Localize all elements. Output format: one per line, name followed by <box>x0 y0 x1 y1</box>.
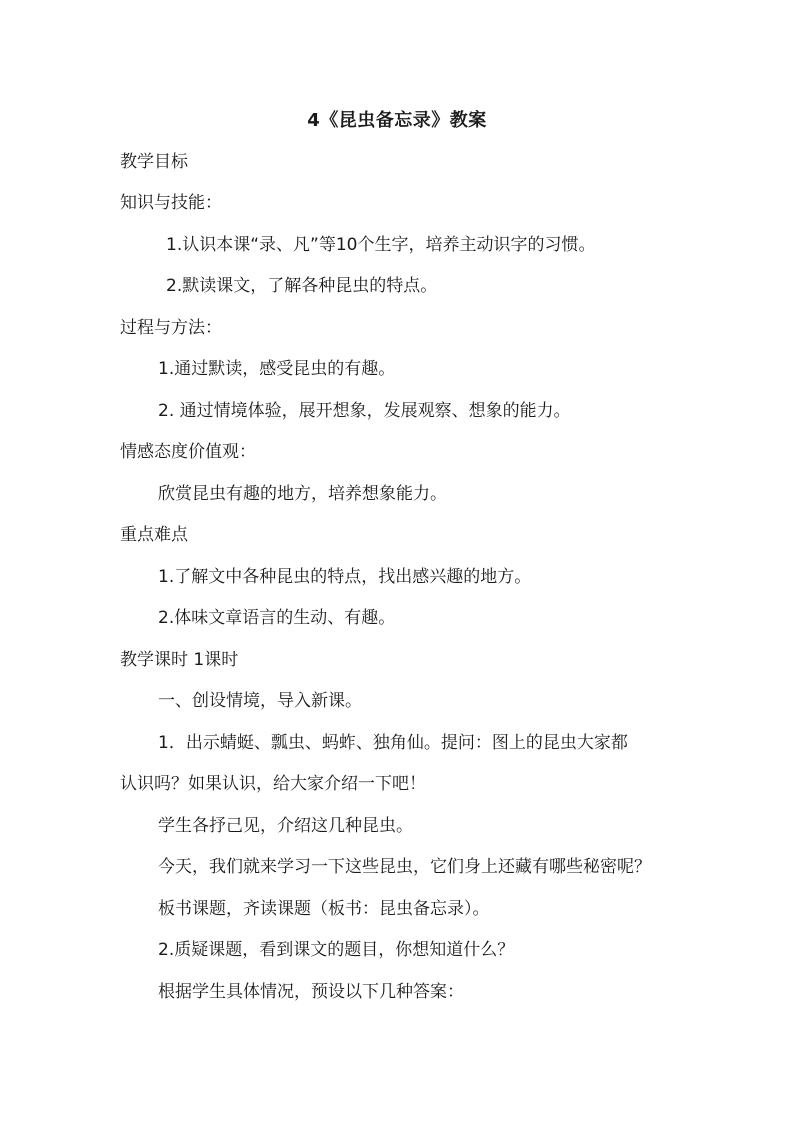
document-title: 4《昆虫备忘录》教案 <box>307 110 487 131</box>
heading-teaching-goals: 教学目标 <box>120 152 188 172</box>
heading-key-points: 重点难点 <box>120 525 188 545</box>
key-point-2: 2.体味文章语言的生动、有趣。 <box>158 608 396 628</box>
subheading-process-methods: 过程与方法： <box>120 318 222 338</box>
step-1-line-1: 1．出示蜻蜓、瓢虫、蚂蚱、独角仙。提问：图上的昆虫大家都 <box>158 733 628 753</box>
step-1-line-2: 认识吗？如果认识，给大家介绍一下吧！ <box>120 774 426 794</box>
subheading-knowledge-skills: 知识与技能： <box>120 193 222 213</box>
step-2-question: 2.质疑课题，看到课文的题目，你想知道什么？ <box>158 940 515 960</box>
attitude-item: 欣赏昆虫有趣的地方，培养想象能力。 <box>158 484 447 504</box>
today-intro: 今天，我们就来学习一下这些昆虫，它们身上还藏有哪些秘密呢？ <box>158 857 651 877</box>
student-response-note: 学生各抒己见，介绍这几种昆虫。 <box>158 816 413 836</box>
goal-item-1: 1.认识本课“录、凡”等10个生字，培养主动识字的习惯。 <box>166 235 596 255</box>
goal-item-2: 2.默读课文，了解各种昆虫的特点。 <box>166 276 438 296</box>
process-item-1: 1.通过默读，感受昆虫的有趣。 <box>158 359 396 379</box>
board-title-note: 板书课题，齐读课题（板书：昆虫备忘录）。 <box>158 899 490 919</box>
heading-class-hours: 教学课时 1课时 <box>120 650 239 670</box>
subheading-attitude-values: 情感态度价值观： <box>120 442 256 462</box>
process-item-2: 2. 通过情境体验，展开想象，发展观察、想象的能力。 <box>158 401 571 421</box>
preset-answers-note: 根据学生具体情况，预设以下几种答案： <box>158 982 464 1002</box>
key-point-1: 1.了解文中各种昆虫的特点，找出感兴趣的地方。 <box>158 567 532 587</box>
section-1-heading: 一、创设情境，导入新课。 <box>158 691 362 711</box>
